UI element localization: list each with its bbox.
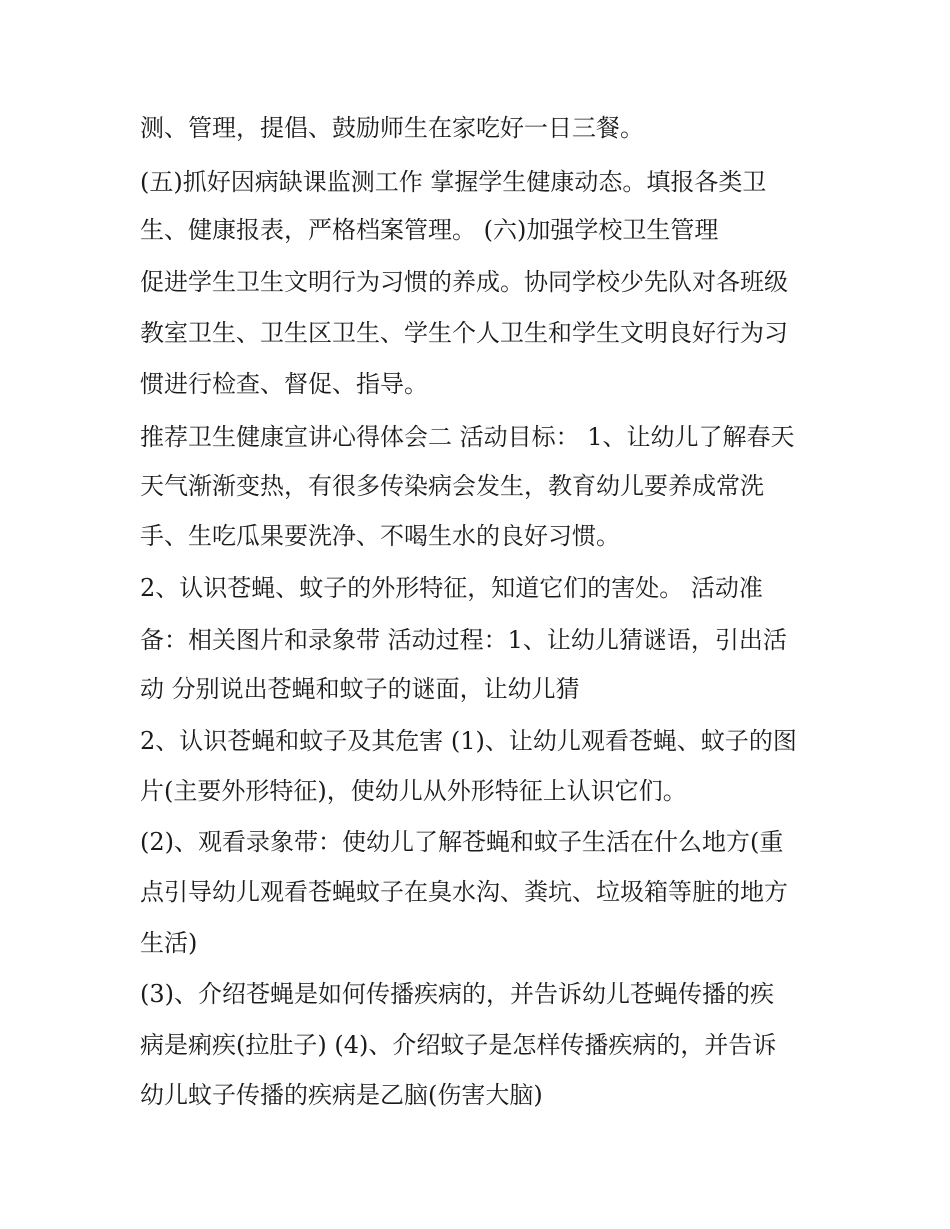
- text-line: 教室卫生、卫生区卫生、学生个人卫生和学生文明良好行为习: [140, 319, 788, 347]
- text-line: (五)抓好因病缺课监测工作 掌握学生健康动态。填报各类卫: [140, 168, 767, 196]
- text-line: 病是痢疾(拉肚子) (4)、介绍蚊子是怎样传播疾病的，并告诉: [140, 1031, 777, 1059]
- text-line: 促进学生卫生文明行为习惯的养成。协同学校少先队对各班级: [140, 268, 788, 296]
- text-line: (2)、观看录象带：使幼儿了解苍蝇和蚊子生活在什么地方(重: [140, 828, 784, 856]
- text-line: 动 分别说出苍蝇和蚊子的谜面，让幼儿猜: [140, 675, 580, 703]
- text-line: 幼儿蚊子传播的疾病是乙脑(伤害大脑): [140, 1081, 543, 1109]
- text-line: 惯进行检查、督促、指导。: [140, 370, 428, 398]
- text-line: 生活): [140, 929, 198, 957]
- text-line: 天气渐渐变热，有很多传染病会发生，教育幼儿要养成常洗: [140, 472, 764, 500]
- text-line: (3)、介绍苍蝇是如何传播疾病的，并告诉幼儿苍蝇传播的疾: [140, 980, 774, 1008]
- text-line: 备：相关图片和录象带 活动过程：1、让幼儿猜谜语，引出活: [140, 626, 787, 654]
- text-line: 生、健康报表，严格档案管理。 (六)加强学校卫生管理: [140, 216, 719, 244]
- text-line: 2、认识苍蝇、蚊子的外形特征，知道它们的害处。 活动准: [140, 574, 763, 602]
- text-line: 点引导幼儿观看苍蝇蚊子在臭水沟、粪坑、垃圾箱等脏的地方: [140, 878, 788, 906]
- text-line: 2、认识苍蝇和蚊子及其危害 (1)、让幼儿观看苍蝇、蚊子的图: [140, 727, 797, 755]
- text-line: 片(主要外形特征)，使幼儿从外形特征上认识它们。: [140, 777, 687, 805]
- text-line: 手、生吃瓜果要洗净、不喝生水的良好习惯。: [140, 522, 620, 550]
- text-line: 推荐卫生健康宣讲心得体会二 活动目标： 1、让幼儿了解春天: [140, 423, 795, 451]
- text-line: 测、管理，提倡、鼓励师生在家吃好一日三餐。: [140, 114, 644, 142]
